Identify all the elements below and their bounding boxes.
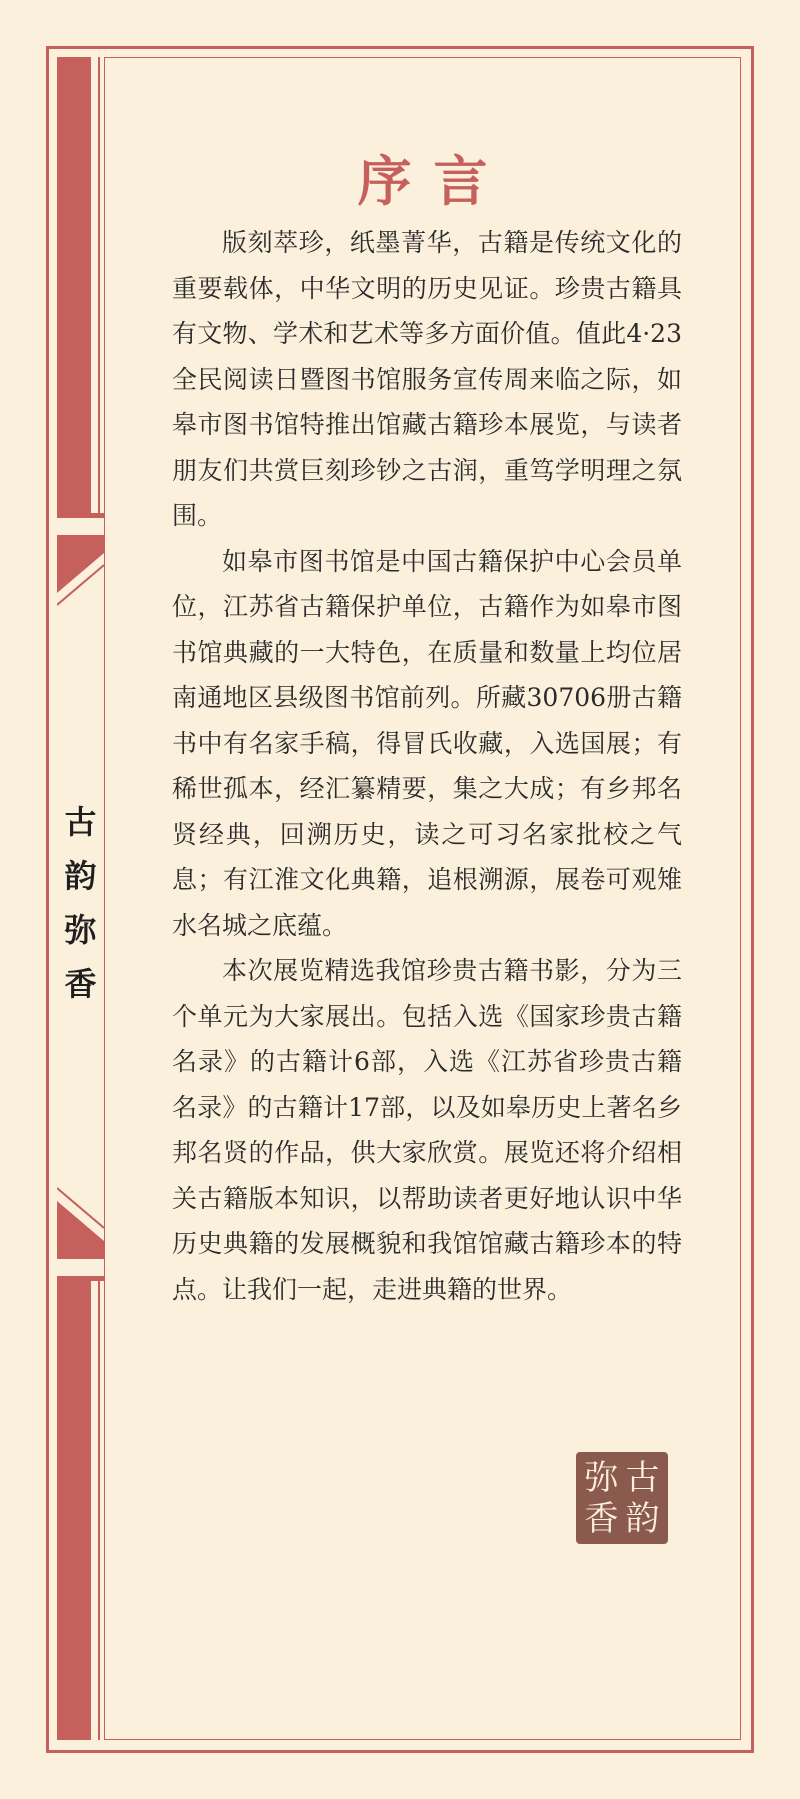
preface-body <box>172 220 682 1312</box>
seal-char: 弥 <box>584 1457 619 1498</box>
seal-char: 古 <box>625 1457 660 1498</box>
side-title-char: 古 <box>64 803 97 841</box>
page-title: 序言 <box>357 149 510 213</box>
paragraph: 如皋市图书馆是中国古籍保护中心会员单位，江苏省古籍保护单位，古籍作为如皋市图书馆典藏的一大特色，在质量和数量上均位居南通地区县级图书馆前列。所藏30706册古籍书中有名家手稿，得冒氏收藏，入选国展；有稀世孤本，经汇纂精要，集之大成；有乡邦名贤经典，回溯历史，读之可习名家批校之气息；有江淮文化典籍，追根溯源，展卷可观雉水名城之底蕴。 <box>172 546 682 940</box>
side-vertical-title <box>57 795 104 1011</box>
side-band-top-1 <box>57 513 104 518</box>
paragraph: 本次展览精选我馆珍贵古籍书影，分为三个单元为大家展出。包括入选《国家珍贵古籍名录》的古籍计6部，入选《江苏省珍贵古籍名录》的古籍计17部，以及如皋历史上著名乡邦名贤的作品，供大家欣赏。展览还将介绍相关古籍版本知识，以帮助读者更好地认识中华历史典籍的发展概貌和我馆馆藏古籍珍本的特点。让我们一起，走进典籍的世界。 <box>172 956 682 1304</box>
side-title-char: 香 <box>64 965 97 1003</box>
side-title-char: 韵 <box>64 857 97 895</box>
side-title-char: 弥 <box>64 911 97 949</box>
side-band-bottom-1 <box>57 1276 104 1281</box>
seal-char: 香 <box>584 1498 619 1539</box>
seal-stamp <box>576 1452 668 1544</box>
paragraph: 版刻萃珍，纸墨菁华，古籍是传统文化的重要载体，中华文明的历史见证。珍贵古籍具有文物、学术和艺术等多方面价值。值此4·23全民阅读日暨图书馆服务宣传周来临之际，如皋市图书馆特推出馆藏古籍珍本展览，与读者朋友们共赏巨刻珍钞之古润，重笃学明理之氛围。 <box>172 228 682 530</box>
side-triangle-bottom <box>57 1201 104 1259</box>
seal-char: 韵 <box>625 1498 660 1539</box>
